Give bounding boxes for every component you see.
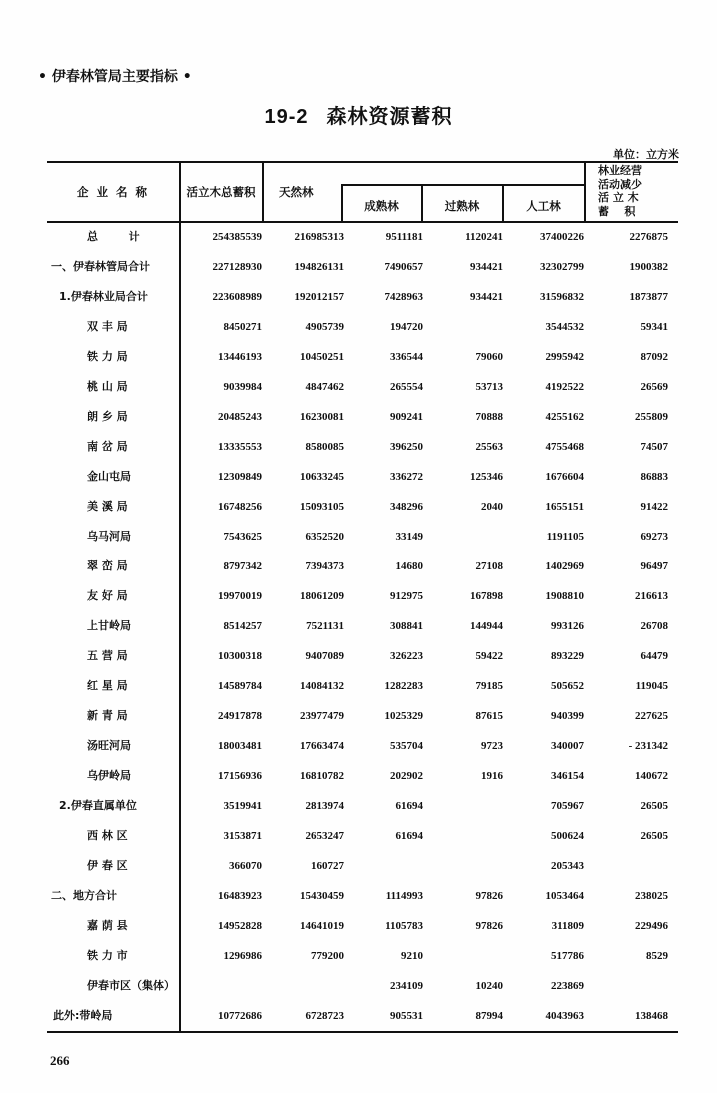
table-row — [47, 971, 678, 1001]
cell-value: 7543625 — [223, 530, 262, 543]
cell-value: 74507 — [640, 440, 668, 453]
cell-value: 4255162 — [545, 410, 584, 423]
table-row — [47, 611, 678, 641]
table-row — [47, 821, 678, 851]
cell-value: 4043963 — [545, 1009, 584, 1022]
table-row — [47, 492, 678, 522]
cell-value: 1114993 — [385, 889, 423, 902]
row-name: 双 丰 局 — [87, 319, 128, 333]
cell-value — [264, 971, 344, 1001]
cell-value: 97826 — [475, 919, 503, 932]
cell-value — [182, 971, 262, 1001]
row-name: 铁 力 市 — [87, 948, 128, 962]
cell-value: 53713 — [475, 380, 503, 393]
cell-value: 238025 — [635, 889, 668, 902]
cell-value: 16810782 — [300, 770, 344, 783]
cell-value: 26505 — [640, 800, 668, 813]
cell-value: 24917878 — [218, 710, 262, 723]
table-row — [47, 551, 678, 581]
cell-value: 16483923 — [218, 889, 262, 902]
header-reduction-line: 活动减少 — [598, 177, 642, 191]
cell-value: 229496 — [635, 919, 668, 932]
subheader-rule — [341, 184, 584, 186]
table-row — [47, 881, 678, 911]
cell-value: 705967 — [551, 800, 584, 813]
row-name: 嘉 荫 县 — [87, 918, 128, 932]
cell-value: 9511181 — [385, 231, 423, 243]
cell-value: 91422 — [640, 500, 668, 513]
cell-value: 2995942 — [545, 350, 584, 363]
cell-value: 1105783 — [385, 919, 423, 932]
cell-value: 59341 — [640, 320, 668, 333]
cell-value: 7521131 — [306, 620, 344, 633]
cell-value: 346154 — [551, 770, 584, 783]
row-name: 西 林 区 — [87, 829, 128, 842]
cell-value: 4847462 — [305, 380, 344, 393]
table-row — [47, 791, 678, 821]
cell-value: 202902 — [390, 770, 423, 783]
cell-value: 87092 — [640, 350, 668, 363]
cell-value: 69273 — [640, 530, 668, 543]
cell-value: 2040 — [481, 500, 503, 513]
cell-value: 59422 — [475, 650, 503, 663]
table-row — [47, 462, 678, 492]
cell-value: 26505 — [640, 830, 668, 842]
cell-value: 144944 — [470, 620, 503, 633]
cell-value: 3153871 — [223, 830, 262, 842]
cell-value: 14680 — [395, 560, 423, 573]
cell-value: 15093105 — [300, 500, 344, 513]
row-name: 红 星 局 — [87, 679, 128, 693]
cell-value: 10772686 — [218, 1009, 262, 1022]
cell-value: 6728723 — [305, 1009, 344, 1022]
cell-value: 86883 — [640, 470, 668, 483]
cell-value: 18061209 — [300, 590, 344, 603]
table-row — [47, 402, 678, 432]
header-enterprise-name: 企 业 名 称 — [76, 185, 149, 199]
table-row — [47, 941, 678, 971]
cell-value: 340007 — [551, 740, 584, 753]
cell-value: 194720 — [390, 320, 423, 333]
cell-value: - 231342 — [628, 740, 668, 753]
cell-value: 20485243 — [218, 410, 262, 423]
cell-value: 194826131 — [294, 260, 344, 273]
cell-value: 160727 — [311, 859, 344, 872]
cell-value: 336544 — [390, 350, 423, 363]
table-row — [47, 432, 678, 462]
table-row — [47, 731, 678, 761]
cell-value: 138468 — [635, 1009, 668, 1022]
cell-value: 1191105 — [546, 530, 584, 543]
table-row — [47, 581, 678, 611]
cell-value: 8529 — [646, 949, 668, 962]
header-reduction-line: 林业经营 — [598, 164, 642, 177]
table-bottom-rule — [47, 1031, 678, 1033]
cell-value: 223869 — [551, 979, 584, 992]
cell-value: 934421 — [470, 260, 503, 273]
cell-value: 8580085 — [305, 440, 344, 453]
cell-value: 1282283 — [384, 680, 423, 693]
row-name: 二、地方合计 — [51, 888, 117, 902]
cell-value: 13446193 — [218, 350, 262, 363]
cell-value: 7394373 — [305, 560, 344, 573]
cell-value: 227625 — [635, 710, 668, 723]
table-row — [47, 911, 678, 941]
cell-value: 234109 — [390, 979, 423, 992]
cell-value: 4192522 — [545, 380, 584, 393]
cell-value: 255809 — [635, 410, 668, 423]
cell-value: 17156936 — [218, 770, 262, 783]
row-name: 铁 力 局 — [87, 349, 128, 363]
cell-value — [588, 971, 668, 1001]
header-reduction-line: 蓄 积 — [598, 204, 636, 218]
cell-value: 87994 — [475, 1009, 503, 1022]
cell-value — [423, 522, 503, 552]
cell-value: 15430459 — [300, 889, 344, 902]
cell-value: 14952828 — [218, 919, 262, 932]
cell-value — [423, 821, 503, 851]
cell-value: 1873877 — [629, 290, 668, 303]
cell-value: 10633245 — [300, 470, 344, 483]
header-reduction-line: 活 立 木 — [598, 191, 639, 204]
cell-value: 366070 — [229, 859, 262, 872]
row-name: 五 营 局 — [87, 649, 128, 663]
cell-value: 8797342 — [223, 560, 262, 573]
row-name: 朗 乡 局 — [87, 409, 128, 423]
cell-value: 33149 — [395, 530, 423, 543]
cell-value: 1296986 — [223, 949, 262, 962]
cell-value: 893229 — [551, 650, 584, 663]
row-name: 南 岔 局 — [87, 439, 128, 453]
cell-value: 37400226 — [540, 231, 584, 243]
cell-value — [423, 851, 503, 881]
cell-value: 9210 — [401, 949, 423, 962]
cell-value: 64479 — [640, 650, 668, 663]
page-number: 266 — [50, 1053, 70, 1068]
header-natural-forest: 天然林 — [279, 185, 314, 199]
cell-value: 31596832 — [540, 290, 584, 303]
row-name: 伊春市区（集体） — [87, 978, 175, 992]
cell-value: 16748256 — [218, 500, 262, 513]
cell-value: 10240 — [475, 979, 503, 992]
header-overmature: 过熟林 — [444, 199, 480, 213]
cell-value: 1053464 — [545, 889, 584, 902]
header-mature: 成熟林 — [364, 199, 399, 213]
cell-value: 2653247 — [305, 830, 344, 842]
row-name: 美 溪 局 — [87, 499, 128, 513]
cell-value: 3544532 — [545, 320, 584, 333]
cell-value: 265554 — [390, 380, 423, 393]
cell-value — [343, 851, 423, 881]
cell-value: 7490657 — [384, 260, 423, 273]
cell-value: 940399 — [551, 710, 584, 723]
row-name: 一、伊春林管局合计 — [51, 259, 150, 273]
row-name: 翠 峦 局 — [87, 559, 128, 573]
cell-value: 140672 — [635, 770, 668, 783]
cell-value: 993126 — [551, 620, 584, 633]
table-row — [47, 1001, 678, 1031]
cell-value: 87615 — [475, 710, 503, 723]
cell-value: 14641019 — [300, 919, 344, 932]
cell-value: 13335553 — [218, 440, 262, 453]
table-row — [47, 222, 678, 252]
cell-value: 336272 — [390, 470, 423, 483]
cell-value: 4905739 — [305, 320, 344, 333]
cell-value: 167898 — [470, 590, 503, 603]
cell-value: 1402969 — [545, 560, 584, 573]
table-row — [47, 851, 678, 881]
running-head: • 伊春林管局主要指标 • — [38, 69, 192, 85]
cell-value: 2276875 — [629, 231, 668, 243]
cell-value: 9039984 — [223, 380, 262, 393]
cell-value: 14589784 — [218, 680, 262, 693]
table-row — [47, 522, 678, 552]
cell-value: 396250 — [390, 440, 423, 453]
table-row — [47, 342, 678, 372]
cell-value: 223608989 — [212, 290, 262, 303]
cell-value: 6352520 — [305, 530, 344, 543]
cell-value: 912975 — [390, 590, 423, 603]
cell-value: 97826 — [475, 889, 503, 902]
row-name: 伊 春 区 — [87, 858, 128, 872]
cell-value: 1908810 — [545, 590, 584, 603]
cell-value: 96497 — [640, 560, 668, 573]
table-row — [47, 701, 678, 731]
row-name: 汤旺河局 — [87, 739, 131, 753]
row-name: 此外:带岭局 — [53, 1008, 113, 1022]
cell-value: 10450251 — [300, 350, 344, 363]
cell-value: 8450271 — [223, 320, 262, 333]
cell-value: 3519941 — [223, 800, 262, 813]
cell-value: 326223 — [390, 650, 423, 663]
cell-value: 1120241 — [465, 231, 503, 243]
column-divider — [584, 162, 586, 222]
table-row — [47, 312, 678, 342]
table-row — [47, 252, 678, 282]
row-name: 桃 山 局 — [87, 379, 128, 393]
unit-label: 单位：立方米 — [613, 148, 679, 161]
row-name: 友 好 局 — [87, 589, 128, 603]
cell-value: 79060 — [475, 350, 503, 363]
table-number: 19-2 — [264, 106, 309, 128]
cell-value: 254385539 — [212, 231, 262, 243]
header-reduction — [598, 164, 678, 218]
row-name: 2.伊春直属单位 — [59, 799, 137, 813]
cell-value: 70888 — [475, 410, 503, 423]
table-row — [47, 282, 678, 312]
cell-value: 25563 — [475, 440, 503, 453]
cell-value: 9723 — [481, 740, 503, 753]
cell-value: 14084132 — [300, 680, 344, 693]
row-name: 金山屯局 — [87, 469, 131, 483]
cell-value: 192012157 — [294, 290, 344, 303]
cell-value: 18003481 — [218, 740, 262, 753]
cell-value: 27108 — [475, 560, 503, 573]
cell-value: 26708 — [640, 620, 668, 633]
cell-value: 7428963 — [384, 290, 423, 303]
cell-value: 16230081 — [300, 410, 344, 423]
table-row — [47, 372, 678, 402]
cell-value: 311809 — [551, 919, 584, 932]
cell-value — [588, 851, 668, 881]
cell-value: 9407089 — [305, 650, 344, 663]
cell-value — [423, 941, 503, 971]
cell-value: 905531 — [390, 1009, 423, 1022]
header-planted: 人工林 — [526, 199, 561, 213]
table-row — [47, 761, 678, 791]
cell-value: 8514257 — [223, 620, 262, 633]
cell-value: 1655151 — [545, 500, 584, 513]
cell-value: 12309849 — [218, 470, 262, 483]
row-name: 总 计 — [87, 230, 140, 243]
cell-value: 32302799 — [540, 260, 584, 273]
cell-value: 19970019 — [218, 590, 262, 603]
cell-value: 348296 — [390, 500, 423, 513]
cell-value: 779200 — [311, 949, 344, 962]
cell-value: 26569 — [640, 380, 668, 393]
cell-value — [423, 312, 503, 342]
cell-value: 227128930 — [212, 260, 262, 273]
header-total-stock: 活立木总蓄积 — [186, 185, 256, 199]
row-name: 乌伊岭局 — [87, 769, 131, 783]
cell-value: 4755468 — [545, 440, 584, 453]
cell-value: 1676604 — [545, 470, 584, 483]
cell-value: 10300318 — [218, 650, 262, 663]
row-name: 新 青 局 — [87, 709, 128, 723]
cell-value: 61694 — [395, 800, 423, 813]
cell-value: 308841 — [390, 620, 423, 633]
cell-value: 1025329 — [384, 710, 423, 723]
cell-value: 216613 — [635, 590, 668, 603]
table-row — [47, 641, 678, 671]
page-title — [0, 100, 717, 129]
cell-value: 505652 — [551, 680, 584, 693]
cell-value: 205343 — [551, 859, 584, 872]
cell-value: 216985313 — [294, 231, 344, 243]
cell-value: 125346 — [470, 470, 503, 483]
cell-value: 1916 — [481, 770, 503, 783]
cell-value: 500624 — [551, 830, 584, 842]
cell-value — [423, 791, 503, 821]
table-title: 森林资源蓄积 — [326, 104, 453, 128]
cell-value: 23977479 — [300, 710, 344, 723]
cell-value: 1900382 — [629, 260, 668, 273]
cell-value: 17663474 — [300, 740, 344, 753]
cell-value: 119045 — [635, 680, 668, 693]
cell-value: 2813974 — [305, 800, 344, 813]
cell-value: 934421 — [470, 290, 503, 303]
cell-value: 535704 — [390, 740, 423, 753]
cell-value: 909241 — [390, 410, 423, 423]
cell-value: 61694 — [395, 830, 423, 842]
row-name: 1.伊春林业局合计 — [59, 289, 148, 303]
cell-value: 517786 — [551, 949, 584, 962]
row-name: 上甘岭局 — [87, 619, 131, 633]
cell-value: 79185 — [475, 680, 503, 693]
table-row — [47, 671, 678, 701]
row-name: 乌马河局 — [87, 529, 131, 543]
